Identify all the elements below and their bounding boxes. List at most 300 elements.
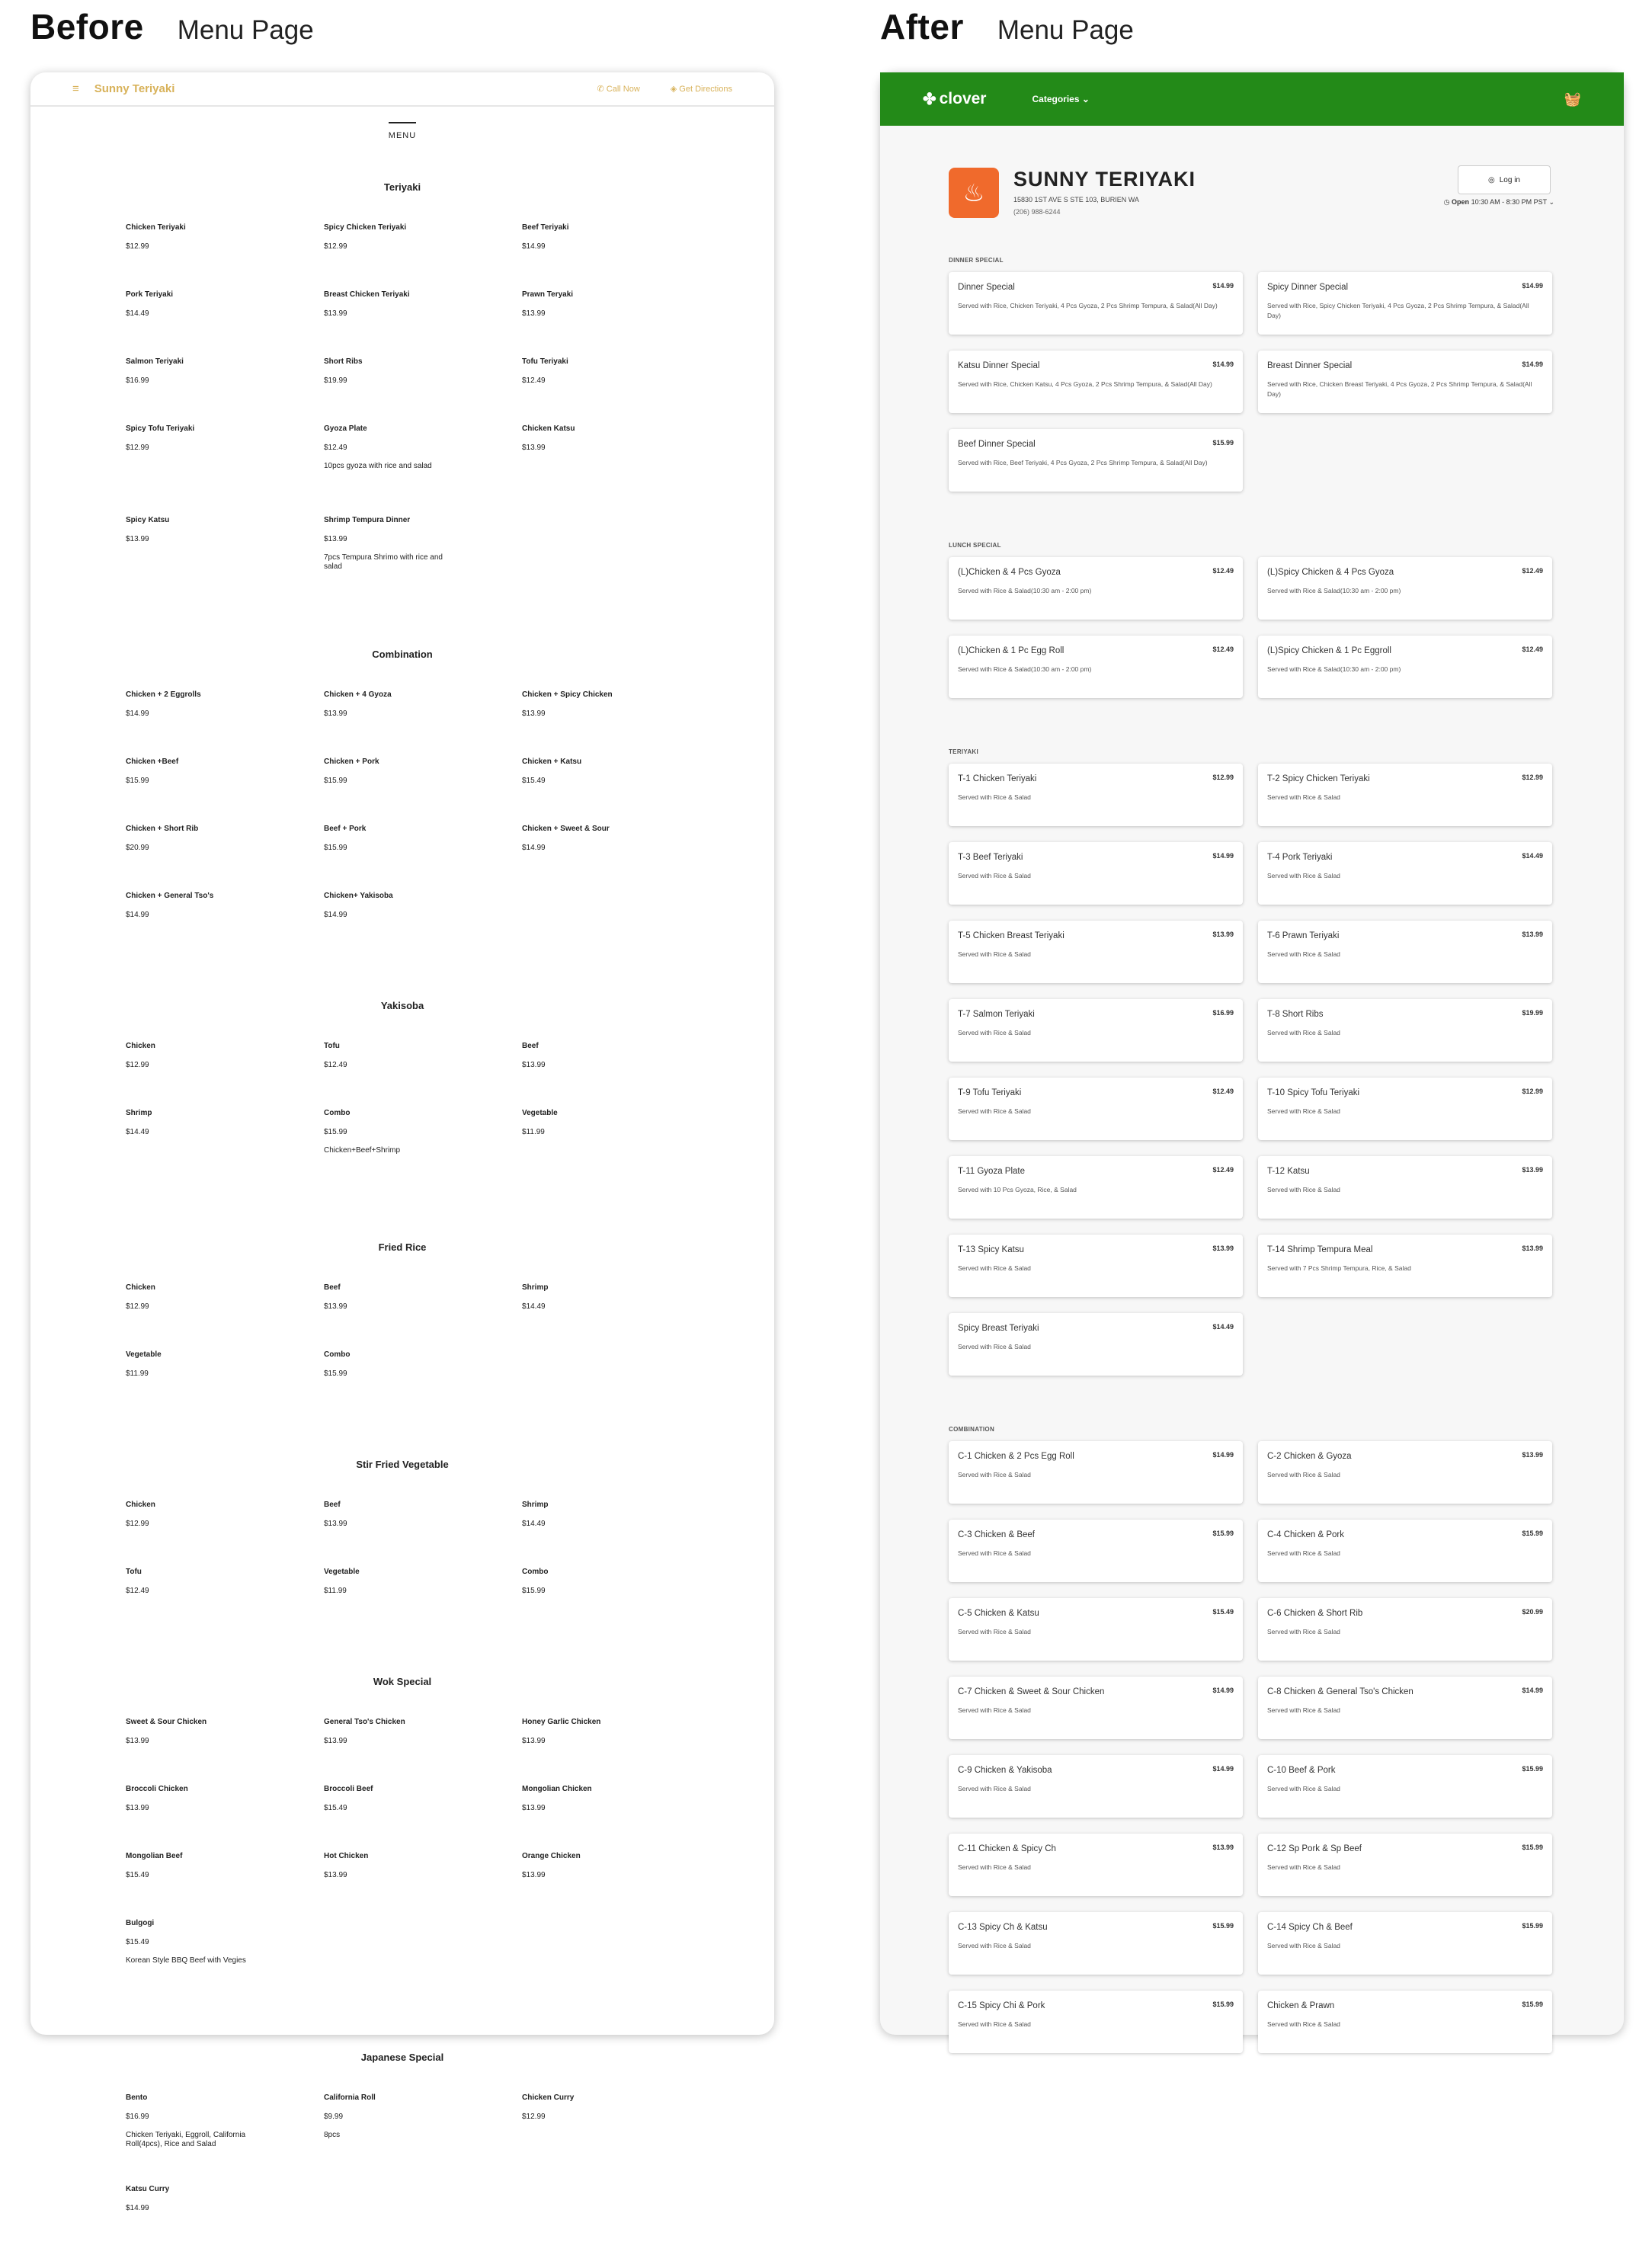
menu-item-card[interactable] <box>1258 557 1552 620</box>
menu-item-card[interactable] <box>949 764 1243 826</box>
menu-item[interactable] <box>126 1501 324 1568</box>
basket-icon[interactable]: 🧺 <box>1564 91 1581 107</box>
menu-item-card[interactable] <box>949 842 1243 905</box>
menu-category-title: Stir Fried Vegetable <box>356 1459 449 1470</box>
menu-item-price: $14.99 <box>1212 1451 1234 1459</box>
menu-item-price: $13.99 <box>522 444 546 452</box>
menu-item-description: Served with 7 Pcs Shrimp Tempura, Rice, & Salad <box>1267 1264 1411 1272</box>
menu-item-card[interactable] <box>949 636 1243 698</box>
menu-item[interactable] <box>324 1283 522 1350</box>
menu-item-card[interactable] <box>949 1313 1243 1376</box>
menu-item[interactable] <box>126 1568 324 1635</box>
menu-item-price: $15.49 <box>1212 1608 1234 1616</box>
menu-item-name: C-15 Spicy Chi & Pork <box>958 2001 1045 2010</box>
menu-item-name: T-4 Pork Teriyaki <box>1267 853 1333 862</box>
menu-item-name: Spicy Tofu Teriyaki <box>126 424 195 433</box>
menu-item-name: California Roll <box>324 2093 376 2102</box>
menu-item[interactable] <box>324 1042 522 1109</box>
hamburger-menu-icon[interactable]: ≡ <box>72 82 79 95</box>
menu-item-price: $12.49 <box>1212 567 1234 575</box>
restaurant-phone: (206) 988-6244 <box>1013 208 1061 216</box>
menu-item-card[interactable] <box>1258 272 1552 335</box>
menu-item-name: Tofu <box>126 1568 142 1576</box>
menu-item[interactable] <box>126 758 324 825</box>
call-now-link[interactable]: ✆ Call Now <box>597 85 640 94</box>
menu-item-name: Vegetable <box>324 1568 360 1576</box>
menu-item[interactable] <box>522 1501 720 1568</box>
menu-item-name: Beef Dinner Special <box>958 440 1036 449</box>
menu-item-price: $14.99 <box>1212 1687 1234 1694</box>
menu-item[interactable] <box>126 2185 324 2252</box>
menu-item[interactable] <box>522 424 720 516</box>
menu-item-description: Served with Rice & Salad <box>958 1863 1031 1871</box>
menu-item[interactable] <box>126 1350 324 1418</box>
menu-item-name: T-3 Beef Teriyaki <box>958 853 1023 862</box>
menu-item-price: $12.99 <box>324 242 347 251</box>
menu-item-price: $14.49 <box>126 1128 149 1136</box>
menu-item-price: $11.99 <box>324 1587 347 1595</box>
before-menu-page <box>30 72 774 2212</box>
menu-item-name: Katsu Dinner Special <box>958 361 1040 370</box>
menu-item-name: Breast Dinner Special <box>1267 361 1353 370</box>
clover-leaf-icon: ✤ <box>923 90 936 108</box>
menu-item-description: Served with Rice & Salad <box>958 1471 1031 1478</box>
menu-item-card[interactable] <box>1258 921 1552 983</box>
menu-item[interactable] <box>126 825 324 892</box>
menu-item-card[interactable] <box>1258 1441 1552 1504</box>
menu-item-name: Bulgogi <box>126 1919 155 1927</box>
menu-item-name: Chicken + Katsu <box>522 758 582 766</box>
menu-item-name: Spicy Chicken Teriyaki <box>324 223 407 232</box>
menu-section-title: DINNER SPECIAL <box>949 257 1004 264</box>
menu-item-price: $12.49 <box>1212 1088 1234 1095</box>
menu-item-name: Chicken+ Yakisoba <box>324 892 393 900</box>
menu-item-price: $13.99 <box>1522 1166 1543 1174</box>
menu-item-card[interactable] <box>949 1677 1243 1739</box>
menu-item[interactable] <box>126 1283 324 1350</box>
menu-item-price: $14.49 <box>126 309 149 318</box>
menu-item-price: $12.49 <box>324 444 347 452</box>
menu-item-name: Orange Chicken <box>522 1852 581 1860</box>
menu-item-price: $14.49 <box>1212 1323 1234 1331</box>
menu-item[interactable] <box>126 290 324 357</box>
menu-item[interactable] <box>522 758 720 825</box>
menu-item-name: Mongolian Chicken <box>522 1785 592 1793</box>
menu-item-description: Served with Rice & Salad <box>958 1549 1031 1557</box>
menu-item-name: (L)Spicy Chicken & 4 Pcs Gyoza <box>1267 568 1394 577</box>
menu-item-price: $13.99 <box>1212 1245 1234 1252</box>
menu-item-price: $13.99 <box>522 309 546 318</box>
menu-item[interactable] <box>324 1501 522 1568</box>
menu-item-card[interactable] <box>1258 1520 1552 1582</box>
menu-item-name: C-2 Chicken & Gyoza <box>1267 1452 1352 1461</box>
menu-item-description: 10pcs gyoza with rice and salad <box>324 462 432 470</box>
menu-item-name: Salmon Teriyaki <box>126 357 184 366</box>
menu-item-card[interactable] <box>949 1834 1243 1896</box>
menu-item-price: $12.99 <box>1522 774 1543 781</box>
menu-item-card[interactable] <box>949 1078 1243 1140</box>
menu-item-name: Pork Teriyaki <box>126 290 174 299</box>
menu-item-description: Served with Rice & Salad(10:30 am - 2:00 pm) <box>958 665 1092 673</box>
menu-item-card[interactable] <box>949 921 1243 983</box>
menu-item-name: C-14 Spicy Ch & Beef <box>1267 1923 1353 1932</box>
menu-item-name: Chicken + General Tso's <box>126 892 214 900</box>
menu-item[interactable] <box>324 223 522 290</box>
menu-item-name: C-7 Chicken & Sweet & Sour Chicken <box>958 1687 1105 1696</box>
menu-item-name: Beef <box>522 1042 539 1050</box>
menu-item-price: $14.99 <box>1522 282 1543 290</box>
menu-item[interactable] <box>324 424 522 516</box>
menu-item-card[interactable] <box>1258 842 1552 905</box>
menu-item-name: Beef Teriyaki <box>522 223 569 232</box>
menu-item-description: Served with Rice & Salad(10:30 am - 2:00 pm) <box>958 587 1092 594</box>
menu-item[interactable] <box>126 516 324 607</box>
menu-item-name: Beef <box>324 1283 341 1292</box>
menu-item-price: $15.99 <box>324 1369 347 1378</box>
menu-item[interactable] <box>126 690 324 758</box>
menu-item[interactable] <box>324 1852 522 1919</box>
menu-item-card[interactable] <box>949 1520 1243 1582</box>
menu-item[interactable] <box>324 690 522 758</box>
menu-item-name: Spicy Dinner Special <box>1267 283 1349 292</box>
menu-item-name: Combo <box>324 1109 351 1117</box>
menu-item-name: Hot Chicken <box>324 1852 369 1860</box>
menu-item-name: C-6 Chicken & Short Rib <box>1267 1609 1363 1618</box>
menu-item-price: $13.99 <box>126 1737 149 1745</box>
menu-item[interactable] <box>324 2093 522 2185</box>
menu-item-name: Shrimp <box>522 1283 549 1292</box>
clock-icon: ◷ <box>1443 198 1452 206</box>
menu-item[interactable] <box>126 2093 324 2185</box>
menu-item-name: Katsu Curry <box>126 2185 170 2193</box>
menu-item[interactable] <box>126 1718 324 1785</box>
menu-item[interactable] <box>522 690 720 758</box>
menu-item[interactable] <box>522 1718 720 1785</box>
menu-category-grid <box>30 690 774 959</box>
menu-item-card[interactable] <box>1258 1156 1552 1219</box>
menu-item-name: Chicken +Beef <box>126 758 179 766</box>
menu-item-description: Served with Rice, Chicken Breast Teriyaki, 4 Pcs Gyoza, 2 Pcs Shrimp Tempura, & Salad(All Day) <box>1267 380 1532 399</box>
before-menu-body <box>30 181 774 2252</box>
menu-item-price: $12.49 <box>1212 1166 1234 1174</box>
menu-item-price: $12.99 <box>126 1061 149 1069</box>
menu-item-description: Served with Rice & Salad <box>958 872 1031 879</box>
menu-item-card[interactable] <box>949 272 1243 335</box>
menu-item-description: 7pcs Tempura Shrimo with rice and salad <box>324 553 443 571</box>
menu-item-description: Served with Rice & Salad <box>1267 1186 1340 1193</box>
menu-item-price: $15.99 <box>1522 1530 1543 1537</box>
menu-item-description: Served with Rice & Salad <box>1267 1549 1340 1557</box>
menu-item-price: $13.99 <box>1522 1245 1543 1252</box>
after-subtitle: Menu Page <box>997 15 1134 45</box>
menu-item[interactable] <box>324 825 522 892</box>
menu-item-card[interactable] <box>949 429 1243 492</box>
menu-item-price: $12.99 <box>1212 774 1234 781</box>
menu-item-card[interactable] <box>1258 351 1552 413</box>
menu-item-name: Combo <box>324 1350 351 1359</box>
menu-item-name: Beef + Pork <box>324 825 367 833</box>
menu-item-name: C-1 Chicken & 2 Pcs Egg Roll <box>958 1452 1074 1461</box>
menu-item-card[interactable] <box>1258 636 1552 698</box>
menu-item-name: Chicken + 4 Gyoza <box>324 690 392 699</box>
menu-item-name: Dinner Special <box>958 283 1015 292</box>
menu-item-name: Bento <box>126 2093 148 2102</box>
menu-item[interactable] <box>126 424 324 516</box>
menu-item-price: $13.99 <box>522 1737 546 1745</box>
menu-item-price: $13.99 <box>522 1061 546 1069</box>
menu-label-bar <box>389 122 416 123</box>
menu-item-card[interactable] <box>949 351 1243 413</box>
menu-item-card[interactable] <box>1258 1078 1552 1140</box>
menu-item-name: Spicy Katsu <box>126 516 170 524</box>
menu-item[interactable] <box>324 1568 522 1635</box>
menu-item-price: $15.49 <box>126 1871 149 1879</box>
menu-item[interactable] <box>324 290 522 357</box>
clover-logo[interactable]: ✤ clover <box>923 90 987 108</box>
menu-item[interactable] <box>126 1919 324 2010</box>
menu-item-price: $15.49 <box>522 777 546 785</box>
menu-item-description: 8pcs <box>324 2131 341 2139</box>
menu-item-price: $19.99 <box>1522 1009 1543 1017</box>
menu-item-price: $13.99 <box>324 1871 347 1879</box>
menu-item[interactable] <box>324 516 522 607</box>
menu-item-price: $14.49 <box>1522 852 1543 860</box>
menu-item[interactable] <box>522 290 720 357</box>
menu-item-description: Served with Rice & Salad <box>1267 1029 1340 1036</box>
menu-item-name: Beef <box>324 1501 341 1509</box>
menu-item-price: $14.99 <box>126 2204 149 2212</box>
menu-item-card[interactable] <box>949 1991 1243 2053</box>
menu-item-price: $14.99 <box>126 911 149 919</box>
menu-item-card[interactable] <box>1258 999 1552 1062</box>
menu-item-description: Served with Rice & Salad <box>958 1628 1031 1635</box>
menu-item-price: $13.99 <box>324 1737 347 1745</box>
menu-item[interactable] <box>126 357 324 424</box>
menu-item[interactable] <box>324 892 522 959</box>
menu-item-card[interactable] <box>1258 1755 1552 1818</box>
menu-item-name: Chicken + Spicy Chicken <box>522 690 613 699</box>
menu-item-description: Served with Rice, Beef Teriyaki, 4 Pcs Gyoza, 2 Pcs Shrimp Tempura, & Salad(All Day) <box>958 459 1208 466</box>
menu-item-card[interactable] <box>949 1755 1243 1818</box>
menu-item[interactable] <box>522 1283 720 1350</box>
menu-item[interactable] <box>324 1350 522 1418</box>
menu-item-price: $12.99 <box>1522 1088 1543 1095</box>
menu-item[interactable] <box>522 357 720 424</box>
menu-category-grid <box>30 223 774 607</box>
menu-category-title: Yakisoba <box>380 1000 424 1011</box>
menu-item[interactable] <box>522 825 720 892</box>
menu-item-description: Served with 10 Pcs Gyoza, Rice, & Salad <box>958 1186 1077 1193</box>
menu-item-name: T-12 Katsu <box>1267 1167 1310 1176</box>
menu-item-name: C-11 Chicken & Spicy Ch <box>958 1844 1056 1853</box>
menu-item-name: Spicy Breast Teriyaki <box>958 1324 1039 1333</box>
menu-item-name: Gyoza Plate <box>324 424 367 433</box>
before-subtitle: Menu Page <box>177 15 314 45</box>
menu-item-description: Served with Rice & Salad <box>958 1942 1031 1949</box>
menu-item-price: $12.49 <box>126 1587 149 1595</box>
menu-item-price: $15.99 <box>1212 2001 1234 2008</box>
menu-item-description: Served with Rice & Salad <box>958 793 1031 801</box>
menu-item-price: $14.99 <box>1212 852 1234 860</box>
after-title: After <box>880 7 964 46</box>
menu-item-name: Chicken Katsu <box>522 424 575 433</box>
menu-item-name: Vegetable <box>126 1350 162 1359</box>
menu-item-name: Chicken + Pork <box>324 758 379 766</box>
menu-item-card[interactable] <box>1258 1235 1552 1297</box>
menu-item-price: $13.99 <box>324 710 347 718</box>
menu-item-name: Chicken + Short Rib <box>126 825 199 833</box>
menu-item-card[interactable] <box>1258 764 1552 826</box>
menu-item-price: $14.99 <box>1522 1687 1543 1694</box>
menu-category-title: Wok Special <box>373 1676 432 1687</box>
menu-item-price: $15.99 <box>324 1128 347 1136</box>
menu-item-name: Honey Garlic Chicken <box>522 1718 601 1726</box>
menu-item-price: $13.99 <box>324 309 347 318</box>
menu-item-description: Served with Rice & Salad <box>958 1264 1031 1272</box>
menu-item[interactable] <box>522 223 720 290</box>
menu-item-name: Tofu Teriyaki <box>522 357 568 366</box>
menu-item-card[interactable] <box>949 1598 1243 1661</box>
menu-item-price: $13.99 <box>522 1871 546 1879</box>
menu-item-name: C-12 Sp Pork & Sp Beef <box>1267 1844 1362 1853</box>
menu-item-description: Korean Style BBQ Beef with Vegies <box>126 1956 246 1965</box>
menu-item[interactable] <box>522 1785 720 1852</box>
menu-item-name: Breast Chicken Teriyaki <box>324 290 410 299</box>
menu-category-title: Fried Rice <box>378 1241 427 1253</box>
menu-item-description: Served with Rice & Salad <box>1267 1471 1340 1478</box>
get-directions-link[interactable]: ◈ Get Directions <box>670 85 732 94</box>
menu-item-description: Served with Rice & Salad <box>1267 1942 1340 1949</box>
menu-item-card[interactable] <box>949 1441 1243 1504</box>
menu-item-name: T-13 Spicy Katsu <box>958 1245 1024 1254</box>
menu-item-price: $12.49 <box>324 1061 347 1069</box>
menu-item[interactable] <box>126 1785 324 1852</box>
menu-item[interactable] <box>324 1785 522 1852</box>
menu-item[interactable] <box>522 1109 720 1200</box>
menu-item-price: $20.99 <box>1522 1608 1543 1616</box>
menu-section-title: LUNCH SPECIAL <box>949 542 1001 549</box>
menu-item-card[interactable] <box>949 1235 1243 1297</box>
menu-item-description: Served with Rice & Salad <box>1267 2020 1340 2028</box>
menu-category-grid <box>30 1283 774 1418</box>
menu-item-description: Chicken Teriyaki, Eggroll, California Roll(4pcs), Rice and Salad <box>126 2131 246 2148</box>
before-brand[interactable]: Sunny Teriyaki <box>94 82 175 95</box>
menu-item-name: Broccoli Beef <box>324 1785 373 1793</box>
menu-item-card[interactable] <box>1258 1598 1552 1661</box>
menu-item-description: Served with Rice & Salad <box>958 1029 1031 1036</box>
menu-item-price: $14.99 <box>1212 360 1234 368</box>
restaurant-header <box>880 126 1624 255</box>
menu-item-name: T-8 Short Ribs <box>1267 1010 1324 1019</box>
menu-item-price: $13.99 <box>1212 931 1234 938</box>
menu-item-price: $12.99 <box>126 1302 149 1311</box>
menu-item-price: $14.99 <box>126 710 149 718</box>
menu-item[interactable] <box>522 2093 720 2185</box>
menu-item-price: $14.49 <box>522 1302 546 1311</box>
menu-item-name: Chicken <box>126 1283 155 1292</box>
menu-item-price: $15.99 <box>1522 2001 1543 2008</box>
menu-item-name: T-9 Tofu Teriyaki <box>958 1088 1022 1097</box>
menu-item-name: Mongolian Beef <box>126 1852 183 1860</box>
menu-item-price: $14.99 <box>522 242 546 251</box>
menu-item-name: Chicken + 2 Eggrolls <box>126 690 201 699</box>
menu-item-card[interactable] <box>1258 1991 1552 2053</box>
menu-item-card[interactable] <box>1258 1834 1552 1896</box>
login-button[interactable]: ◎ Log in <box>1458 165 1551 194</box>
menu-item-description: Served with Rice & Salad(10:30 am - 2:00 pm) <box>1267 587 1401 594</box>
menu-item-description: Served with Rice & Salad <box>1267 1706 1340 1714</box>
menu-item[interactable] <box>324 1718 522 1785</box>
menu-item-name: Shrimp <box>522 1501 549 1509</box>
menu-item[interactable] <box>126 1042 324 1109</box>
menu-item-price: $13.99 <box>126 535 149 543</box>
menu-item-card[interactable] <box>949 557 1243 620</box>
menu-item-name: T-14 Shrimp Tempura Meal <box>1267 1245 1373 1254</box>
menu-item-card[interactable] <box>1258 1912 1552 1975</box>
menu-item-name: Chicken & Prawn <box>1267 2001 1335 2010</box>
menu-item-price: $13.99 <box>126 1804 149 1812</box>
menu-item-name: Short Ribs <box>324 357 363 366</box>
menu-item[interactable] <box>126 892 324 959</box>
menu-item[interactable] <box>522 1852 720 1919</box>
menu-item-name: T-2 Spicy Chicken Teriyaki <box>1267 774 1370 783</box>
categories-dropdown[interactable]: Categories ⌄ <box>1032 94 1090 104</box>
menu-item-price: $16.99 <box>126 2113 149 2121</box>
before-navbar <box>30 72 774 107</box>
menu-item[interactable] <box>324 357 522 424</box>
menu-item[interactable] <box>324 758 522 825</box>
menu-item[interactable] <box>522 1568 720 1635</box>
menu-section-title: COMBINATION <box>949 1426 995 1433</box>
menu-item-price: $15.99 <box>324 844 347 852</box>
menu-item-description: Served with Rice & Salad <box>958 1785 1031 1792</box>
menu-item-card[interactable] <box>949 1156 1243 1219</box>
hours-dropdown[interactable]: ◷ Open 10:30 AM - 8:30 PM PST ⌄ <box>1443 198 1554 206</box>
menu-category-grid <box>30 1501 774 1635</box>
menu-item-price: $13.99 <box>1522 1451 1543 1459</box>
menu-item-price: $15.49 <box>324 1804 347 1812</box>
menu-item[interactable] <box>324 1109 522 1200</box>
menu-item-card[interactable] <box>949 1912 1243 1975</box>
menu-item-name: T-10 Spicy Tofu Teriyaki <box>1267 1088 1360 1097</box>
menu-item-name: T-5 Chicken Breast Teriyaki <box>958 931 1065 940</box>
menu-item-description: Served with Rice & Salad <box>1267 793 1340 801</box>
menu-item-description: Chicken+Beef+Shrimp <box>324 1146 401 1155</box>
menu-item-name: C-10 Beef & Pork <box>1267 1766 1336 1775</box>
menu-item-card[interactable] <box>1258 1677 1552 1739</box>
menu-item-price: $12.99 <box>126 444 149 452</box>
after-heading <box>880 6 1134 47</box>
menu-item-name: Chicken Curry <box>522 2093 575 2102</box>
menu-item-price: $14.99 <box>1522 360 1543 368</box>
menu-item-price: $12.49 <box>1522 567 1543 575</box>
menu-item-name: Vegetable <box>522 1109 558 1117</box>
menu-item-card[interactable] <box>949 999 1243 1062</box>
menu-item-description: Served with Rice, Chicken Teriyaki, 4 Pcs Gyoza, 2 Pcs Shrimp Tempura, & Salad(All Day) <box>958 302 1218 309</box>
menu-item[interactable] <box>522 1042 720 1109</box>
menu-item-name: (L)Chicken & 1 Pc Egg Roll <box>958 646 1065 655</box>
menu-item-name: C-3 Chicken & Beef <box>958 1530 1035 1539</box>
menu-item-price: $13.99 <box>324 1302 347 1311</box>
menu-item-price: $12.49 <box>522 376 546 385</box>
menu-category-grid <box>30 1042 774 1200</box>
menu-item[interactable] <box>126 1852 324 1919</box>
after-menu-page <box>880 72 1624 2035</box>
menu-item-name: T-1 Chicken Teriyaki <box>958 774 1037 783</box>
menu-section-title: TERIYAKI <box>949 748 979 755</box>
menu-item[interactable] <box>126 1109 324 1200</box>
menu-item[interactable] <box>126 223 324 290</box>
